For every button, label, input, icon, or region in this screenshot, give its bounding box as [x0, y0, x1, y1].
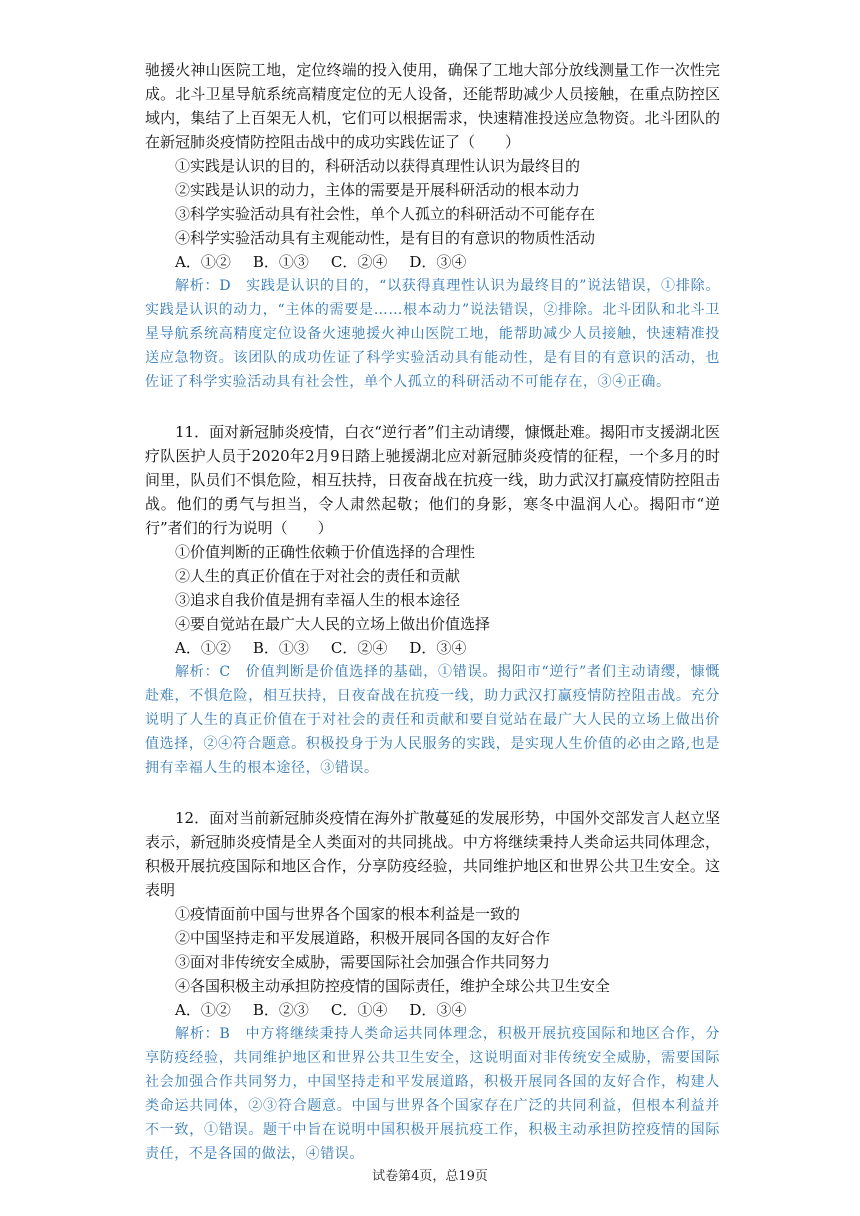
spacer [145, 394, 720, 420]
q12-item-1: ①疫情面前中国与世界各个国家的根本利益是一致的 [175, 905, 521, 923]
q12-item-3: ③面对非传统安全威胁，需要国际社会加强合作共同努力 [175, 953, 551, 971]
q10-option-c: C．②④ [330, 253, 388, 271]
q11-item-2: ②人生的真正价值在于对社会的责任和贡献 [175, 567, 461, 585]
q12-option-c: C．①④ [330, 1001, 388, 1019]
q10-stem: 驰援火神山医院工地，定位终端的投入使用，确保了工地大部分放线测量工作一次性完成。北斗卫星导航系统高精度定位的无人设备，还能帮助减少人员接触，在重点防控区域内，集结了上百架无人机，它们可以根据需求，快速精准投送应急物资。北斗团队的在新冠肺炎疫情防控阻击战中的成功实践佐证了（ ） [145, 61, 720, 151]
q11-option-a: A．①② [175, 639, 231, 657]
q10-item-4: ④科学实验活动具有主观能动性，是有目的有意识的物质性活动 [175, 229, 596, 247]
q11-options [145, 636, 720, 660]
q11-analysis: 解析：C 价值判断是价值选择的基础，①错误。揭阳市“逆行”者们主动请缨，慷慨赴难，不惧危险，相互扶持，日夜奋战在抗疫一线，助力武汉打赢疫情防控阻击战。充分说明了人生的真正价值在于对社会的责任和贡献和要自觉站在最广大人民的立场上做出价值选择，②④符合题意。积极投身于为人民服务的实践，是实现人生价值的必由之路,也是拥有幸福人生的根本途径，③错误。 [145, 664, 720, 776]
q10-option-a: A．①② [175, 253, 231, 271]
q12-option-d: D．③④ [409, 1001, 467, 1019]
q12-item-2: ②中国坚持走和平发展道路，积极开展同各国的友好合作 [175, 929, 551, 947]
q10-item-1: ①实践是认识的目的，科研活动以获得真理性认识为最终目的 [175, 157, 581, 175]
q11-option-b: B．①③ [252, 639, 309, 657]
q11-item-3: ③追求自我价值是拥有幸福人生的根本途径 [175, 591, 461, 609]
q12-analysis: 解析：B 中方将继续秉持人类命运共同体理念，积极开展抗疫国际和地区合作，分享防疫经验，共同维护地区和世界公共卫生安全，这说明面对非传统安全威胁，需要国际社会加强合作共同努力，中国坚持走和平发展道路，积极开展同各国的友好合作，构建人类命运共同体，②③符合题意。中国与世界各个国家存在广泛的共同利益，但根本利益并不一致，①错误。题干中旨在说明中国积极开展抗疫工作，积极主动承担防控疫情的国际责任，不是各国的做法，④错误。 [145, 1026, 720, 1162]
q12-options [145, 998, 720, 1022]
q10-option-d: D．③④ [409, 253, 467, 271]
q12-option-b: B．②③ [252, 1001, 309, 1019]
q11-option-d: D．③④ [409, 639, 467, 657]
q11-stem: 11．面对新冠肺炎疫情，白衣“逆行者”们主动请缨，慷慨赴难。揭阳市支援湖北医疗队医护人员于2020年2月9日踏上驰援湖北应对新冠肺炎疫情的征程，一个多月的时间里，队员们不惧危险，相互扶持，日夜奋战在抗疫一线，助力武汉打赢疫情防控阻击战。他们的勇气与担当，令人肃然起敬；他们的身影，寒冬中温润人心。揭阳市“逆行”者们的行为说明（ ） [145, 423, 720, 537]
q11-item-1: ①价值判断的正确性依赖于价值选择的合理性 [175, 543, 476, 561]
q10-options [145, 250, 720, 274]
q10-analysis: 解析：D 实践是认识的目的，“以获得真理性认识为最终目的”说法错误，①排除。实践是认识的动力，“主体的需要是……根本动力”说法错误，②排除。北斗团队和北斗卫星导航系统高精度定位设备火速驰援火神山医院工地，能帮助减少人员接触，快速精准投送应急物资。该团队的成功佐证了科学实验活动具有能动性，是有目的有意识的活动，也佐证了科学实验活动具有社会性，单个人孤立的科研活动不可能存在，③④正确。 [145, 278, 720, 390]
q11-item-4: ④要自觉站在最广大人民的立场上做出价值选择 [175, 615, 491, 633]
spacer [145, 780, 720, 806]
q12-option-a: A．①② [175, 1001, 231, 1019]
q10-option-b: B．①③ [252, 253, 309, 271]
q10-item-2: ②实践是认识的动力，主体的需要是开展科研活动的根本动力 [175, 181, 581, 199]
page-content [145, 58, 720, 1166]
page-footer: 试卷第4页，总19页 [372, 1169, 488, 1184]
q11-option-c: C．②④ [330, 639, 388, 657]
q12-stem: 12．面对当前新冠肺炎疫情在海外扩散蔓延的发展形势，中国外交部发言人赵立坚表示，新冠肺炎疫情是全人类面对的共同挑战。中方将继续秉持人类命运共同体理念，积极开展抗疫国际和地区合作，分享防疫经验，共同维护地区和世界公共卫生安全。这表明 [145, 809, 720, 899]
q10-item-3: ③科学实验活动具有社会性，单个人孤立的科研活动不可能存在 [175, 205, 596, 223]
q12-item-4: ④各国积极主动承担防控疫情的国际责任，维护全球公共卫生安全 [175, 977, 611, 995]
